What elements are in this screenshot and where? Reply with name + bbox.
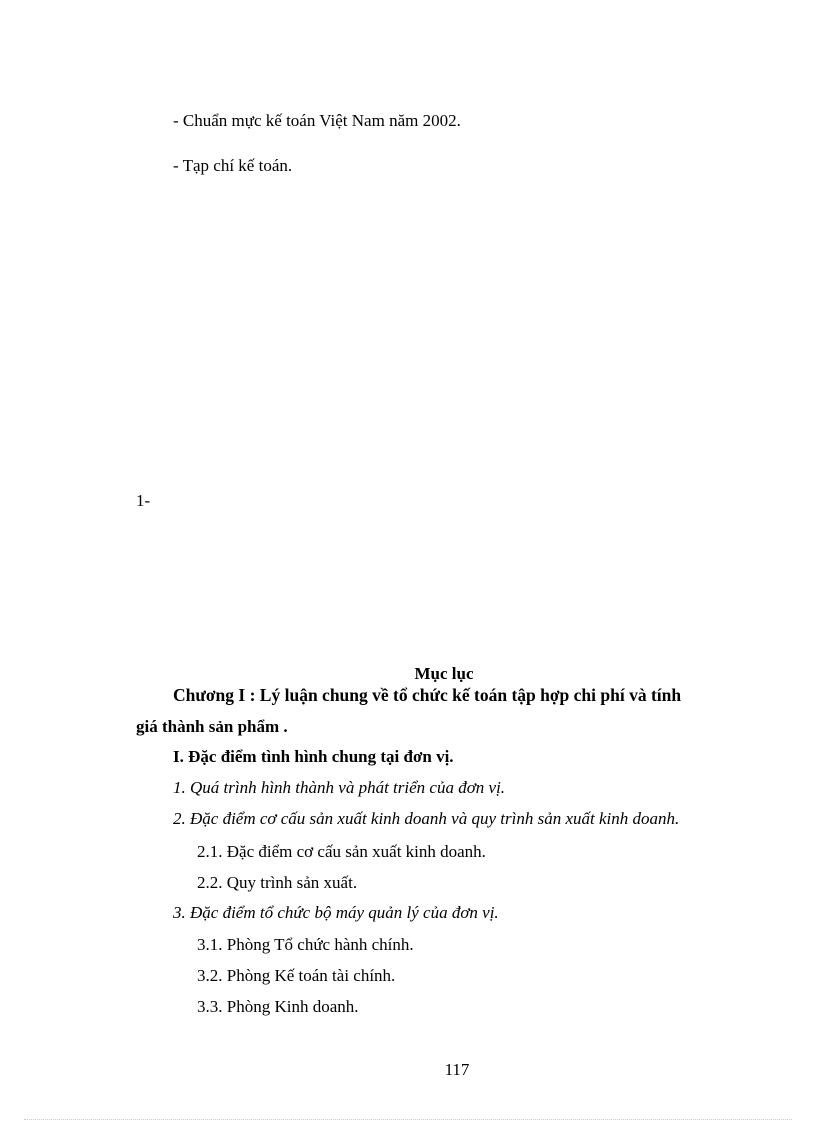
toc-title: Mục lục bbox=[414, 664, 474, 683]
toc-item: 3. Đặc điểm tổ chức bộ máy quản lý của đơn vị. bbox=[173, 903, 499, 922]
page-number: 117 bbox=[444, 1060, 470, 1079]
toc-chapter-line: Chương I : Lý luận chung về tổ chức kế toán tập hợp chi phí và tính bbox=[173, 685, 682, 705]
toc-subitem: 3.2. Phòng Kế toán tài chính. bbox=[197, 966, 396, 985]
section-marker: 1- bbox=[136, 491, 151, 510]
reference-item: - Chuẩn mực kế toán Việt Nam năm 2002. bbox=[173, 111, 461, 130]
reference-item: - Tạp chí kế toán. bbox=[173, 156, 293, 175]
toc-subitem: 2.1. Đặc điểm cơ cấu sản xuất kinh doanh. bbox=[197, 842, 486, 861]
page-bottom-divider bbox=[24, 1119, 792, 1120]
toc-subitem: 3.3. Phòng Kinh doanh. bbox=[197, 997, 359, 1016]
toc-chapter-line: giá thành sản phẩm . bbox=[136, 717, 288, 736]
toc-item: 1. Quá trình hình thành và phát triển của đơn vị. bbox=[173, 778, 506, 797]
toc-item: 2. Đặc điểm cơ cấu sản xuất kinh doanh và quy trình sản xuất kinh doanh. bbox=[173, 809, 680, 828]
toc-subitem: 2.2. Quy trình sản xuất. bbox=[197, 873, 358, 892]
toc-section-heading: I. Đặc điểm tình hình chung tại đơn vị. bbox=[173, 747, 454, 766]
toc-subitem: 3.1. Phòng Tổ chức hành chính. bbox=[197, 935, 414, 954]
